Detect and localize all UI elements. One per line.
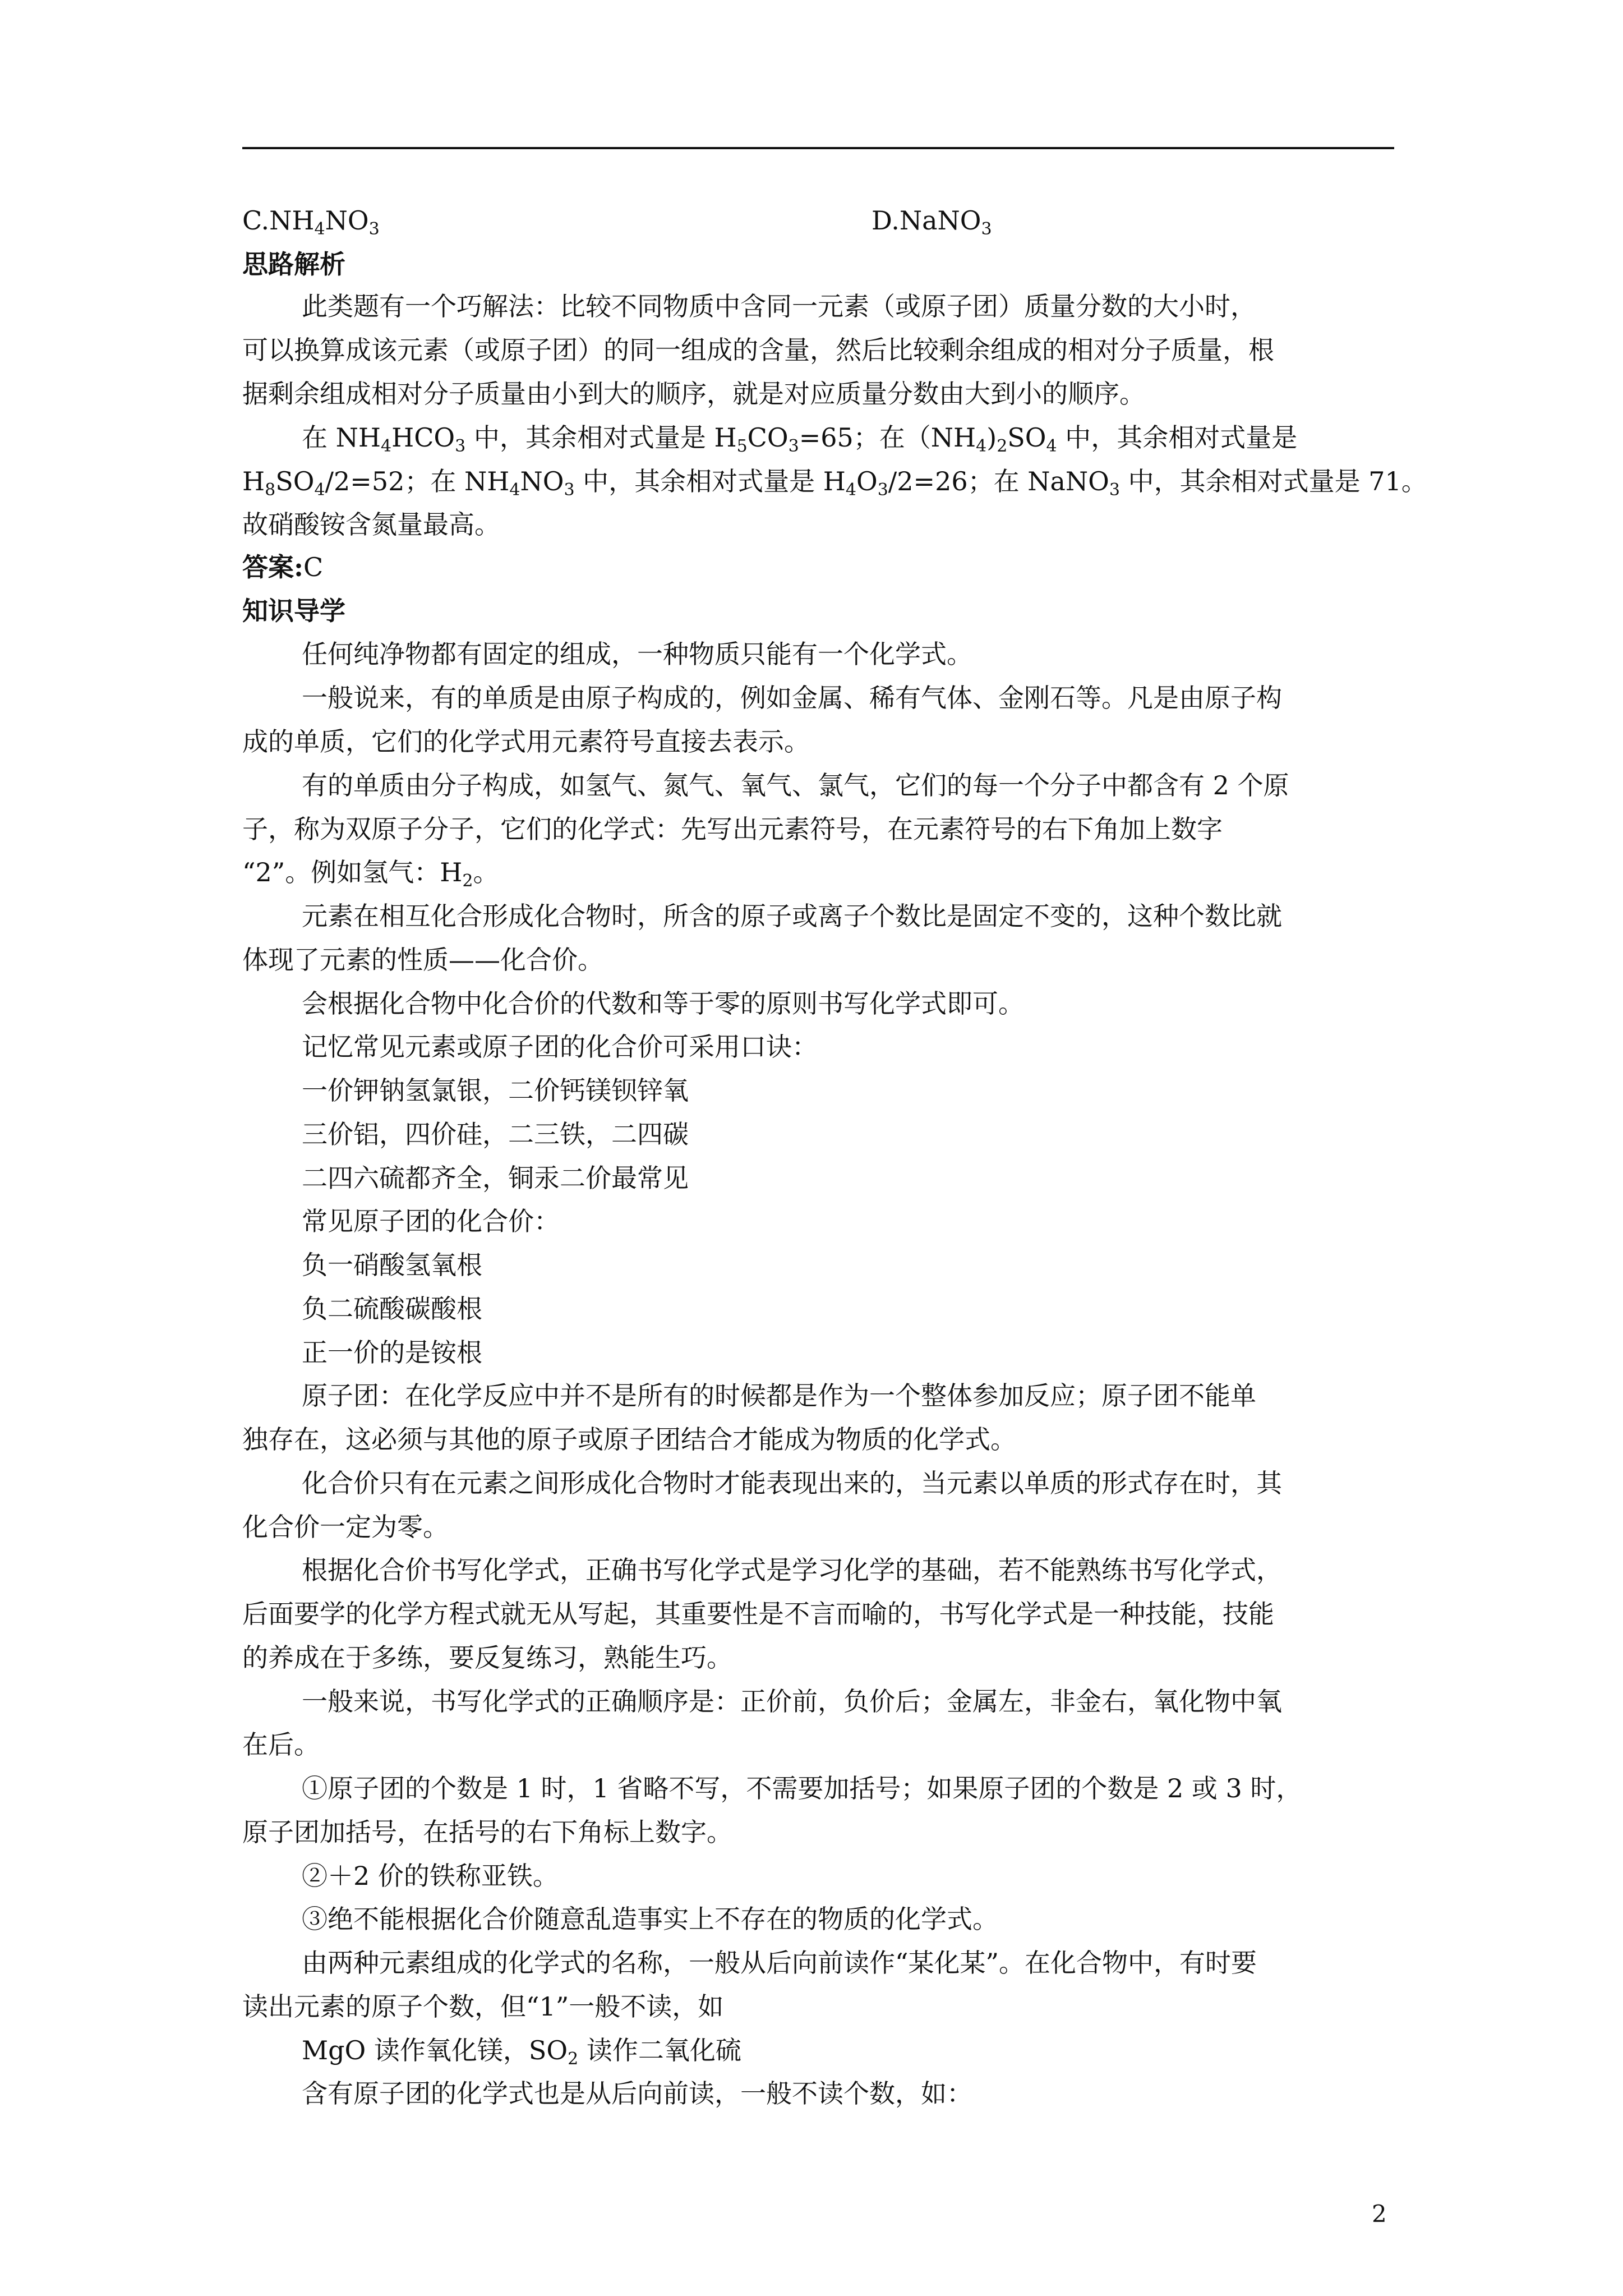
analysis-line: 在 $NH_4HCO_3$ 中，其余相对式量是 $H_5CO_3=65$；在$(NH_4)_2SO_4$ 中，其余相对式量是 (302, 422, 1298, 456)
mnemonic-line: 二四六硫都齐全，铜汞二价最常见 (302, 1163, 689, 1193)
guide-line: 化合价只有在元素之间形成化合物时才能表现出来的，当元素以单质的形式存在时，其 (302, 1468, 1282, 1498)
guide-line: 会根据化合物中化合价的代数和等于零的原则书写化学式即可。 (302, 988, 1024, 1019)
guide-line: 体现了元素的性质——化合价。 (242, 945, 603, 975)
mnemonic-line: 正一价的是铵根 (302, 1337, 482, 1368)
answer-line (242, 554, 323, 580)
guide-line: 读出元素的原子个数，但“1”一般不读，如 (242, 1991, 724, 2022)
mnemonic-line: 一价钾钠氢氯银，二价钙镁钡锌氧 (302, 1075, 689, 1106)
guide-line: 由两种元素组成的化学式的名称，一般从后向前读作“某化某”。在化合物中，有时要 (302, 1948, 1257, 1978)
guide-line: 独存在，这必须与其他的原子或原子团结合才能成为物质的化学式。 (242, 1424, 1016, 1455)
analysis-line: 故硝酸铵含氮量最高。 (242, 509, 500, 540)
guide-line: 化合价一定为零。 (242, 1512, 449, 1542)
section-heading-guide: 知识导学 (242, 596, 345, 626)
section-heading-analysis: 思路解析 (242, 249, 345, 279)
guide-line: 一般说来，有的单质是由原子构成的，例如金属、稀有气体、金刚石等。凡是由原子构 (302, 683, 1282, 713)
guide-line: 子，称为双原子分子，它们的化学式：先写出元素符号，在元素符号的右下角加上数字 (242, 814, 1223, 844)
guide-line: 有的单质由分子构成，如氢气、氮气、氧气、氯气，它们的每一个分子中都含有 2 个原 (302, 770, 1289, 800)
mnemonic-line: 负二硫酸碳酸根 (302, 1294, 482, 1324)
header-rule (242, 147, 1394, 149)
analysis-line: 可以换算成该元素（或原子团）的同一组成的含量，然后比较剩余组成的相对分子质量，根 (242, 335, 1274, 365)
option-d: D.NaNO$_3$ (872, 205, 992, 239)
guide-line: 元素在相互化合形成化合物时，所含的原子或离子个数比是固定不变的，这种个数比就 (302, 901, 1282, 931)
guide-line: 的养成在于多练，要反复练习，熟能生巧。 (242, 1642, 732, 1673)
option-c: $C.NH_4NO_3$ (242, 205, 380, 239)
answer-label: 答案: (242, 552, 303, 582)
mnemonic-line: 三价铝，四价硅，二三铁，二四碳 (302, 1119, 689, 1149)
analysis-line: 此类题有一个巧解法：比较不同物质中含同一元素（或原子团）质量分数的大小时， (302, 291, 1256, 321)
guide-line: 常见原子团的化合价： (302, 1206, 560, 1236)
guide-line: 原子团：在化学反应中并不是所有的时候都是作为一个整体参加反应；原子团不能单 (302, 1381, 1256, 1411)
guide-line: 一般来说，书写化学式的正确顺序是：正价前，负价后；金属左，非金右，氧化物中氧 (302, 1686, 1282, 1717)
guide-line: 后面要学的化学方程式就无从写起，其重要性是不言而喻的，书写化学式是一种技能，技能 (242, 1599, 1274, 1629)
guide-line: ②＋2 价的铁称亚铁。 (302, 1861, 559, 1891)
guide-line: 任何纯净物都有固定的组成，一种物质只能有一个化学式。 (302, 639, 972, 669)
mnemonic-line: 负一硝酸氢氧根 (302, 1250, 482, 1280)
guide-line: 根据化合价书写化学式，正确书写化学式是学习化学的基础，若不能熟练书写化学式， (302, 1555, 1282, 1585)
guide-line: ③绝不能根据化合价随意乱造事实上不存在的物质的化学式。 (302, 1904, 998, 1934)
guide-line: “2”。例如氢气：$H_2$。 (242, 857, 499, 891)
guide-line: 含有原子团的化学式也是从后向前读，一般不读个数，如： (302, 2078, 972, 2109)
guide-line: 原子团加括号，在括号的右下角标上数字。 (242, 1817, 732, 1847)
guide-line: 成的单质，它们的化学式用元素符号直接去表示。 (242, 726, 810, 757)
answer-value: C (303, 552, 324, 582)
page-number: 2 (1372, 2200, 1387, 2228)
guide-line: MgO 读作氧化镁，$SO_2$ 读作二氧化硫 (302, 2035, 741, 2069)
guide-line: ①原子团的个数是 1 时，1 省略不写，不需要加括号；如果原子团的个数是 2 或 3 时， (302, 1773, 1302, 1803)
guide-line: 在后。 (242, 1729, 320, 1760)
analysis-line: 据剩余组成相对分子质量由小到大的顺序，就是对应质量分数由大到小的顺序。 (242, 379, 1145, 409)
guide-line: 记忆常见元素或原子团的化合价可采用口诀： (302, 1032, 818, 1062)
analysis-line: $H_8SO_4/2=52$；在 $NH_4NO_3$ 中，其余相对式量是 $H_4O_3/2=26$；在 NaNO$_3$ 中，其余相对式量是 71。 (242, 466, 1427, 500)
